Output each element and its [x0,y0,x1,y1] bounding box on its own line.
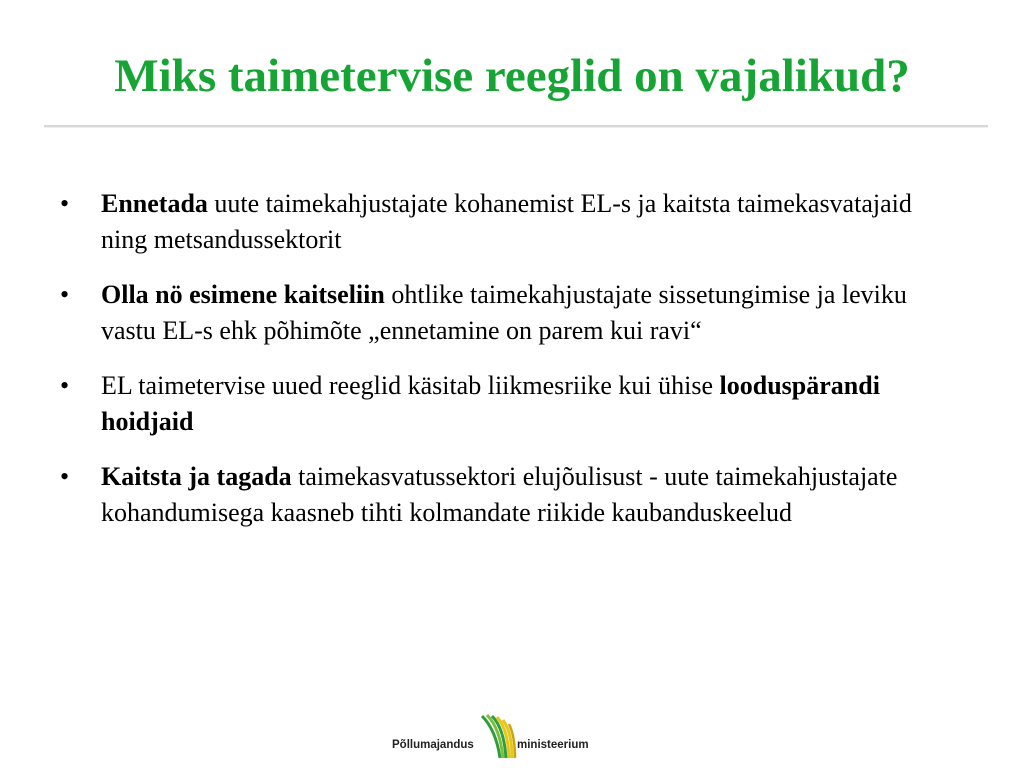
bullet-marker: • [60,462,70,491]
bullet-1-text: uute taimekahjustajate kohanemist EL-s ja kaitsta taimekasvatajaid ning metsandussektorit [101,189,912,254]
bullet-list [60,186,960,550]
bullet-marker: • [60,280,70,309]
bullet-4-bold: Kaitsta ja tagada [101,462,292,491]
bullet-item-4 [60,459,960,531]
slide-title: Miks taimetervise reeglid on vajalikud? [114,50,910,102]
bullet-item-1 [60,186,960,258]
bullet-3-bold: looduspärandi hoidjaid [101,371,880,436]
bullet-marker: • [60,371,70,400]
bullet-1-bold: Ennetada [101,189,208,218]
bullet-3-text: EL taimetervise uued reeglid käsitab liikmesriike kui ühise [101,371,720,400]
title-divider [44,125,988,127]
bullet-2-bold: Olla nö esimene kaitseliin [101,280,385,309]
bullet-marker: • [60,189,70,218]
bullet-item-2 [60,277,960,349]
wheat-stripes-icon [478,712,518,762]
bullet-item-3 [60,368,960,440]
ministry-logo [390,712,610,762]
logo-left-text: Põllumajandus [392,739,474,751]
bullet-2-text: ohtlike taimekahjustajate sissetungimise ja leviku vastu EL-s ehk põhimõte „ennetamine on parem kui ravi“ [101,280,907,345]
logo-right-text: ministeerium [517,739,589,751]
bullet-4-text: taimekasvatussektori elujõulisust - uute taimekahjustajate kohandumisega kaasneb tihti kolmandate riikide kaubanduskeelud [101,462,898,527]
